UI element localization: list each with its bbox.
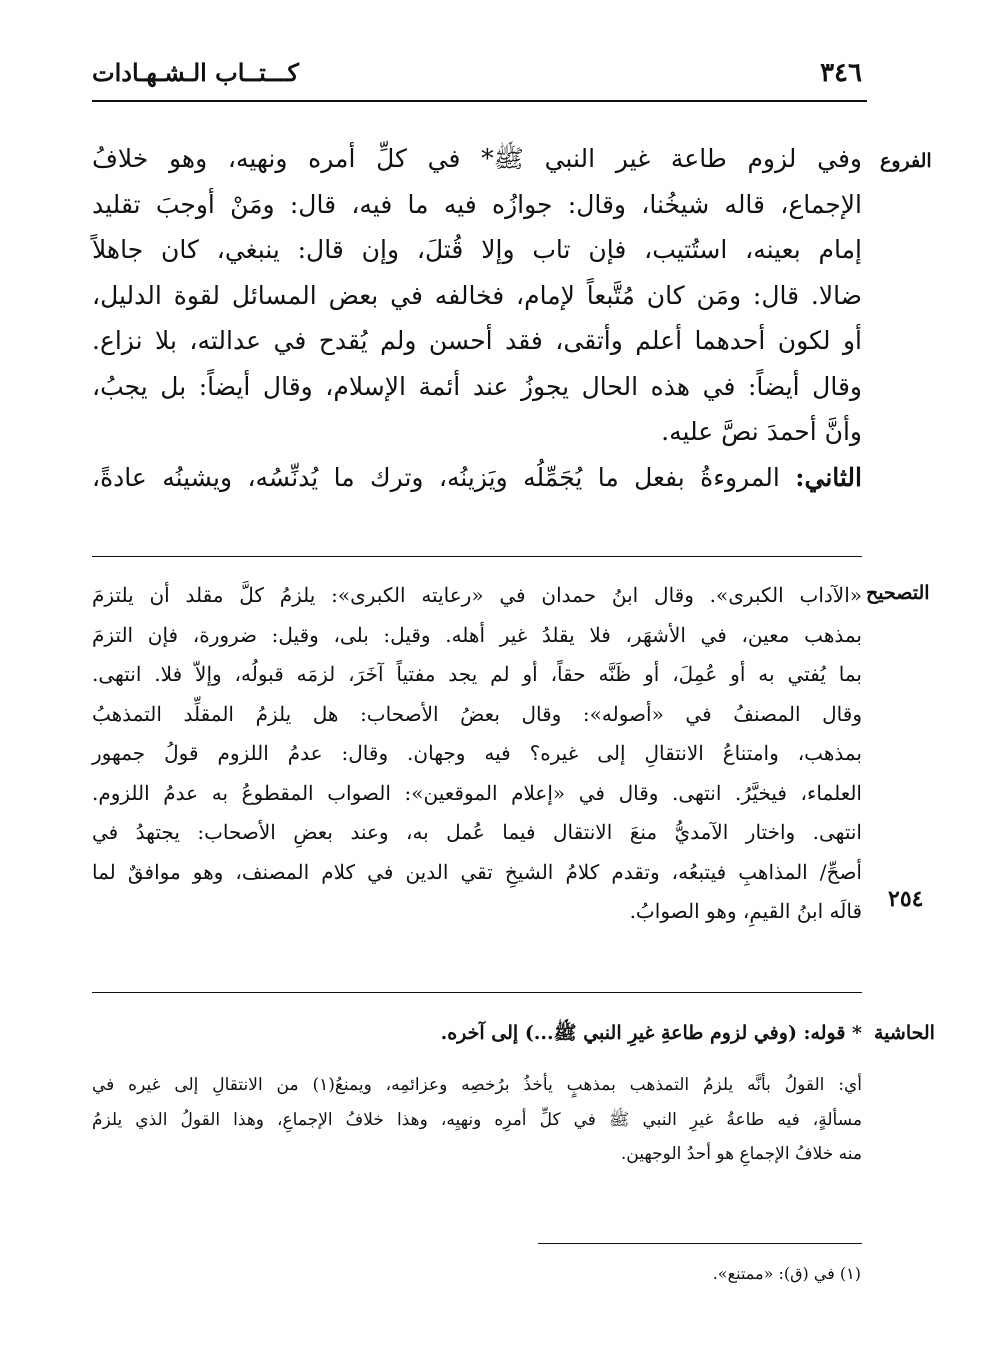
hashiya-line: أي: القولُ بأنَّه يلزمُ التمذهب بمذهبٍ يأخذُ برُخصِه وعزائمِه، ويمنعُ(١) من الانتقالِ إلى غيره في [92, 1075, 862, 1095]
label-furu: الفروع [880, 150, 932, 172]
margin-page-number: ٢٥٤ [888, 886, 924, 912]
footnote: (١) في (ق): «ممتنع». [712, 1264, 861, 1283]
tashih-line: وقال المصنفُ في «أصوله»: وقال بعضُ الأصحاب: هل يلزمُ المقلِّد التمذهبُ [92, 701, 862, 726]
second-label: الثاني: [795, 462, 862, 492]
hashiya-text [92, 1068, 862, 1172]
hashiya-line: منه خلافُ الإجماعِ هو أحدُ الوجهين. [620, 1144, 862, 1164]
hashiya-heading: * قوله: (وفي لزوم طاعةِ غيرِ النبي ﷺ...) إلى آخره. [440, 1022, 862, 1044]
label-hashiya: الحاشية [874, 1022, 935, 1044]
tashih-line: بمذهب، وامتناعُ الانتقالِ إلى غيره؟ فيه وجهان. وقال: عدمُ اللزوم قولُ جمهور [92, 741, 862, 765]
second-text: المروءةُ بفعل ما يُجَمِّلُه ويَزينُه، وترك ما يُدنِّسُه، ويشينُه عادةً، [92, 462, 780, 492]
tashih-text [92, 576, 862, 932]
page-header [92, 56, 862, 96]
main-line: أو لكون أحدهما أعلم وأتقى، فقد أحسن ولم يُقدح في عدالته، بلا نزاع. [92, 326, 862, 355]
tashih-line: «الآداب الكبرى». وقال ابنُ حمدان في «رعايته الكبرى»: يلزمُ كلَّ مقلد أن يلتزمَ [92, 583, 862, 607]
page-number: ٣٤٦ [820, 58, 862, 88]
book-title: كـــتــاب الـشـهـادات [92, 58, 299, 87]
tashih-line: بما يُفتي به أو عُمِلَ، أو ظَنَّه حقاً، أو لم يجد مفتياً آخَرَ، لزمَه قبولُه، وإلاّ فلا. انتهى. [92, 662, 862, 686]
main-line: وفي لزوم طاعة غير النبي ﷺ* في كلِّ أمره ونهيه، وهو خلافُ [92, 144, 862, 173]
tashih-line: بمذهب معين، في الأشهَر، فلا يقلدُ غير أهله. وقيل: بلى، وقيل: ضرورة، فإن التزمَ [92, 622, 862, 647]
tashih-line: أصحِّ/ المذاهبِ فيتبعُه، وتقدم كلامُ الشيخِ تقي الدين في كلام المصنف، وهو موافقٌ لما [92, 859, 862, 884]
second-condition-line [92, 455, 862, 501]
main-line: وأنَّ أحمدَ نصَّ عليه. [661, 417, 862, 446]
tashih-line: العلماء، فيخيَّرُ. انتهى. وقال في «إعلام الموقعين»: الصواب المقطوعُ به عدمُ اللزوم. [92, 780, 862, 805]
main-line: ضالا. قال: ومَن كان مُتَّبعاً لإمام، فخالفه في بعض المسائل لقوة الدليل، [92, 280, 862, 310]
main-line: وقال أيضاً: في هذه الحال يجوزُ عند أئمة الإسلام، وقال أيضاً: بل يجبُ، [92, 371, 862, 401]
main-line: الإجماع، قاله شيخُنا، وقال: جوازُه فيه ما فيه، قال: ومَنْ أوجبَ تقليد [92, 189, 862, 219]
label-tashih: التصحيح [866, 582, 930, 604]
section-rule [92, 556, 862, 557]
tashih-line: انتهى. واختار الآمديُّ منعَ الانتقال فيما عُمل به، وعند بعضِ الأصحاب: يجتهدُ في [92, 820, 862, 844]
tashih-line: قالَه ابنُ القيمِ، وهو الصوابُ. [629, 899, 862, 923]
header-rule [92, 100, 867, 102]
hashiya-line: مسألةٍ، فيه طاعةُ غيرِ النبي ﷺ في كلِّ أمرِه ونهيِه، وهذا خلافُ الإجماعِ، وهذا القولُ الذي يلزمُ [92, 1109, 862, 1130]
section-rule [92, 992, 862, 993]
main-text [92, 136, 862, 500]
footnote-rule [538, 1243, 862, 1244]
main-line: إمام بعينه، استُتيب، فإن تاب وإلا قُتلَ، وإن قال: ينبغي، كان جاهلاً [92, 235, 862, 264]
